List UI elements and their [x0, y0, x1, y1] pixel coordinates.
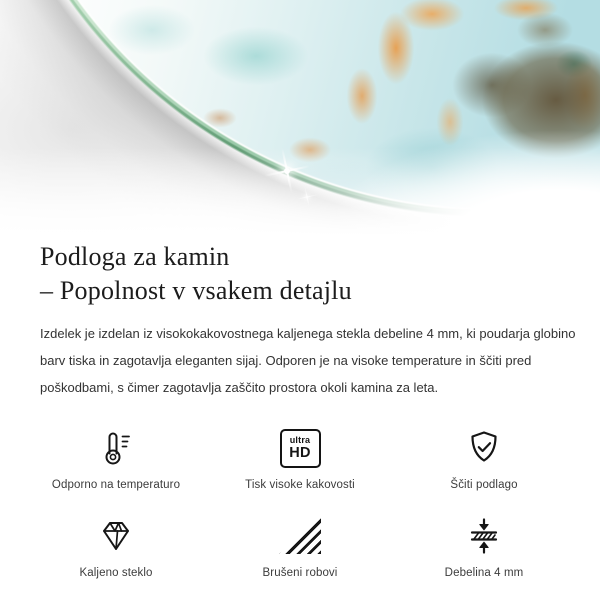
- feature-label: Kaljeno steklo: [79, 567, 153, 579]
- feature-label: Brušeni robovi: [262, 567, 338, 579]
- feature-thickness: [392, 513, 576, 579]
- feature-label: Debelina 4 mm: [444, 567, 524, 579]
- product-image: [0, 0, 600, 238]
- features-grid: [24, 425, 576, 579]
- ultra-hd-icon: ultra HD: [280, 425, 321, 471]
- feature-label: Ščiti podlago: [450, 479, 518, 491]
- shield-check-icon: [464, 425, 504, 471]
- thermometer-icon: [96, 425, 136, 471]
- page-title-line1: Podloga za kamin: [40, 242, 230, 271]
- thickness-icon: [464, 513, 504, 559]
- hero-white-fade: [0, 0, 600, 238]
- page-title: [40, 240, 560, 308]
- page-title-line2: – Popolnost v vsakem detajlu: [40, 276, 352, 305]
- brushed-edges-icon: [279, 513, 321, 559]
- diamond-icon: [96, 513, 136, 559]
- product-info-section: [0, 240, 600, 579]
- feature-protects-surface: [392, 425, 576, 491]
- feature-label: Tisk visoke kakovosti: [245, 479, 355, 491]
- feature-label: Odporno na temperaturo: [51, 479, 181, 491]
- feature-temperature-resistant: [24, 425, 208, 491]
- feature-polished-edges: [208, 513, 392, 579]
- product-description: Izdelek je izdelan iz visokokakovostnega kaljenega stekla debeline 4 mm, ki poudarja globino barv tiska in zagotavlja eleganten sijaj. Odporen je na visoke temperature in ščiti pred poškodbami, s čimer zagotavlja zaščito prostora okoli kamina za leta.: [40, 326, 576, 395]
- feature-print-quality: [208, 425, 392, 491]
- feature-tempered-glass: [24, 513, 208, 579]
